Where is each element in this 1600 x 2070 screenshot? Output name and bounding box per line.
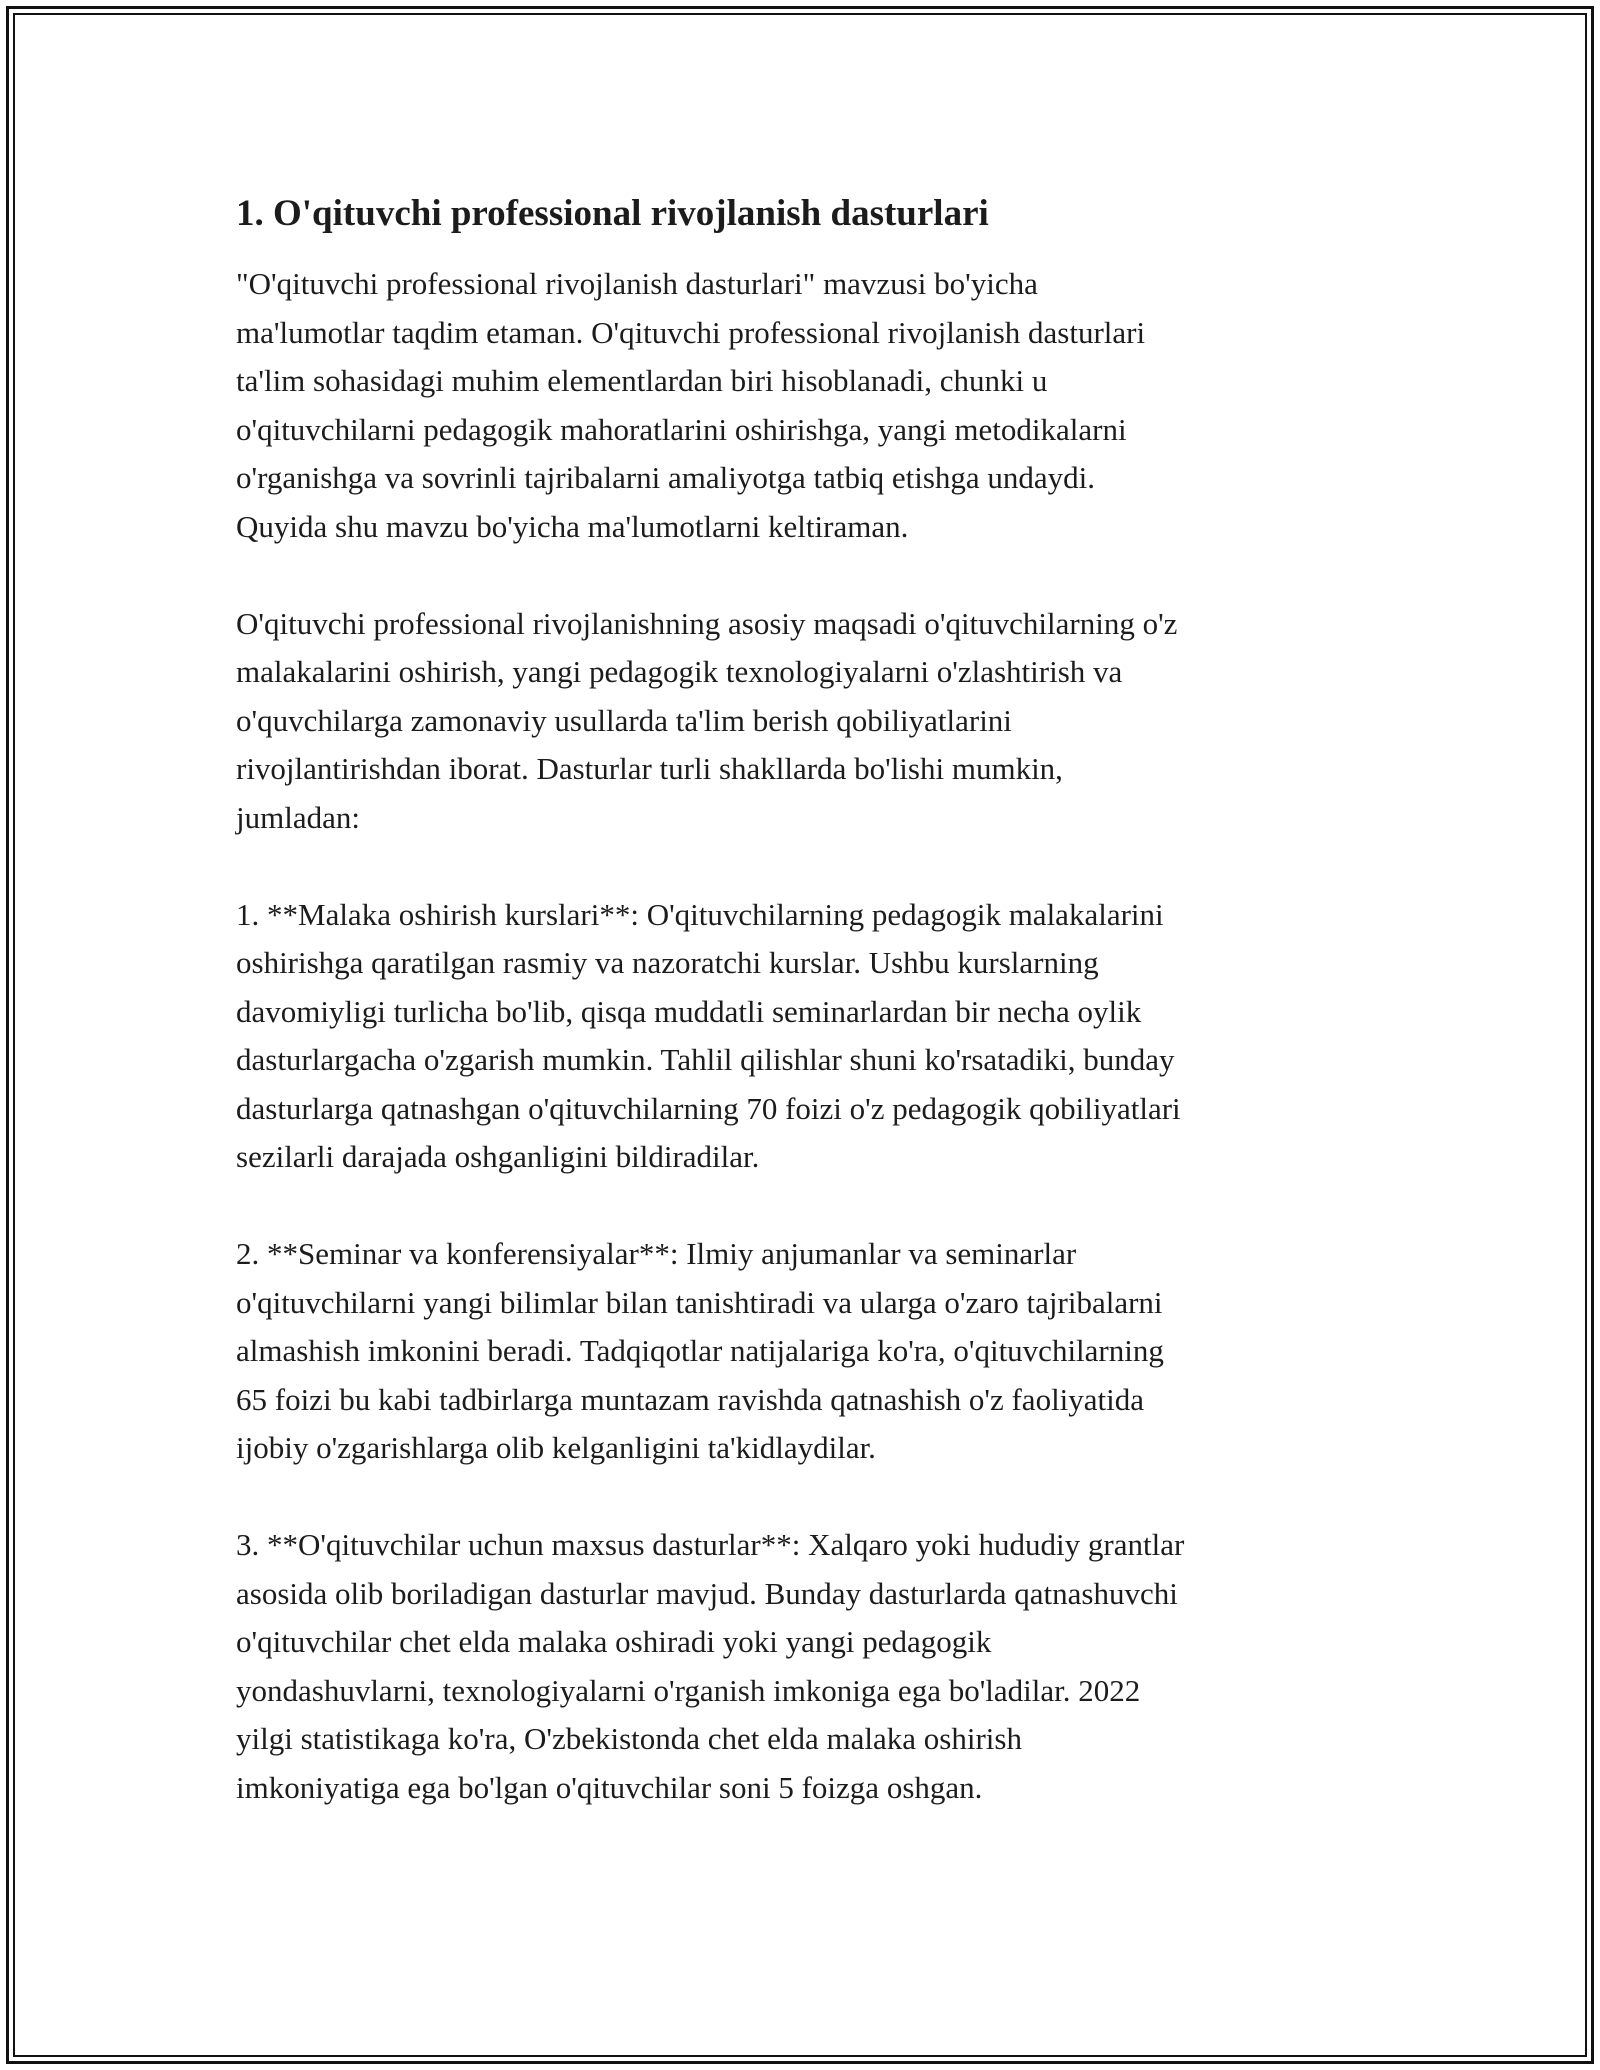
text-line: sezilarli darajada oshganligini bildiradilar. — [236, 1139, 760, 1174]
text-line: o'qituvchilarni pedagogik mahoratlarini oshirishga, yangi metodikalarni — [236, 411, 1127, 447]
paragraph-item-2 — [236, 1230, 1376, 1473]
text-line: ijobiy o'zgarishlarga olib kelganligini ta'kidlaydilar. — [236, 1430, 876, 1465]
text-line: dasturlargacha o'zgarish mumkin. Tahlil qilishlar shuni ko'rsatadiki, bunday — [236, 1042, 1175, 1077]
paragraph-item-1 — [236, 891, 1376, 1182]
text-line: 2. **Seminar va konferensiyalar**: Ilmiy anjumanlar va seminarlar — [236, 1236, 1077, 1271]
text-line: yilgi statistikaga ko'ra, O'zbekistonda chet elda malaka oshirish — [236, 1721, 1022, 1756]
text-line: Quyida shu mavzu bo'yicha ma'lumotlarni keltiraman. — [236, 508, 909, 544]
text-line: ma'lumotlar taqdim etaman. O'qituvchi professional rivojlanish dasturlari — [236, 314, 1146, 350]
text-line: 1. **Malaka oshirish kurslari**: O'qituvchilarning pedagogik malakalarini — [236, 896, 1164, 932]
text-line: oshirishga qaratilgan rasmiy va nazoratchi kurslar. Ushbu kurslarning — [236, 945, 1099, 980]
text-line: davomiyligi turlicha bo'lib, qisqa muddatli seminarlardan bir necha oylik — [236, 993, 1142, 1029]
document-body — [236, 188, 1376, 1861]
text-line: rivojlantirishdan iborat. Dasturlar turli shakllarda bo'lishi mumkin, — [236, 751, 1063, 786]
text-line: yondashuvlarni, texnologiyalarni o'rganish imkoniga ega bo'ladilar. 2022 — [236, 1672, 1141, 1708]
text-line: "O'qituvchi professional rivojlanish dasturlari" mavzusi bo'yicha — [236, 266, 1038, 301]
paragraph-goal — [236, 600, 1376, 843]
text-line: 3. **O'qituvchilar uchun maxsus dasturlar**: Xalqaro yoki hududiy grantlar — [236, 1527, 1185, 1562]
paragraph-intro — [236, 260, 1376, 551]
text-line: o'qituvchilar chet elda malaka oshiradi yoki yangi pedagogik — [236, 1624, 992, 1659]
text-line: asosida olib boriladigan dasturlar mavjud. Bunday dasturlarda qatnashuvchi — [236, 1575, 1178, 1611]
text-line: 65 foizi bu kabi tadbirlarga muntazam ravishda qatnashish o'z faoliyatida — [236, 1381, 1145, 1417]
text-line: malakalarini oshirish, yangi pedagogik texnologiyalarni o'zlashtirish va — [236, 654, 1123, 689]
text-line: almashish imkonini beradi. Tadqiqotlar natijalariga ko'ra, o'qituvchilarning — [236, 1333, 1164, 1368]
text-line: ta'lim sohasidagi muhim elementlardan biri hisoblanadi, chunki u — [236, 363, 1048, 398]
text-line: imkoniyatiga ega bo'lgan o'qituvchilar soni 5 foizga oshgan. — [236, 1769, 983, 1805]
text-line: O'qituvchi professional rivojlanishning asosiy maqsadi o'qituvchilarning o'z — [236, 605, 1178, 641]
text-line: dasturlarga qatnashgan o'qituvchilarning 70 foizi o'z pedagogik qobiliyatlari — [236, 1090, 1181, 1126]
text-line: o'qituvchilarni yangi bilimlar bilan tanishtiradi va ularga o'zaro tajribalarni — [236, 1284, 1163, 1320]
text-line: o'rganishga va sovrinli tajribalarni amaliyotga tatbiq etishga undaydi. — [236, 460, 1096, 495]
text-line: o'quvchilarga zamonaviy usullarda ta'lim berish qobiliyatlarini — [236, 702, 1012, 738]
document-title: 1. O'qituvchi professional rivojlanish dasturlari — [236, 193, 989, 234]
paragraph-item-3 — [236, 1521, 1376, 1812]
text-line: jumladan: — [236, 799, 360, 835]
